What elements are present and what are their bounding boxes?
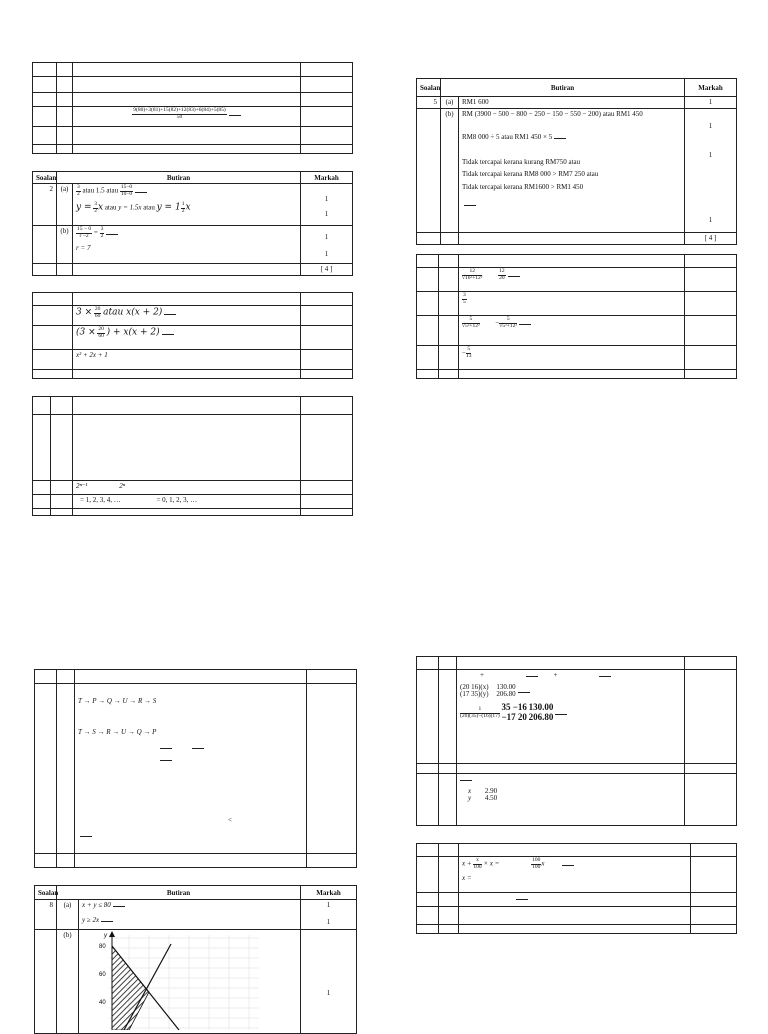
marking-table-8: [34, 885, 357, 1034]
trig-step-1: $\frac{12}{\text{√16²+12²}}$ $\frac{12}{20}$: [459, 268, 685, 292]
header-markah: Markah: [685, 79, 737, 97]
marking-table-2: [32, 171, 353, 276]
mark: 1: [685, 97, 737, 109]
header-soalan: Soalan: [33, 172, 57, 184]
tick-label: 60: [99, 972, 106, 978]
tick-label: 80: [99, 944, 106, 950]
y-axis-arrow: [109, 931, 115, 937]
tick-label: 40: [99, 1000, 106, 1006]
part-label: (b): [57, 226, 73, 264]
header-butiran: Butiran: [57, 172, 301, 184]
trig-step-2: $\frac{3}{5}$: [459, 292, 685, 316]
marking-table-9: [416, 656, 737, 826]
route-working: T → P → Q → U → R → S T → S → R → U → Q → P <: [75, 684, 307, 854]
marking-table-10: [416, 843, 737, 934]
trig-step-3: $\frac{5}{\text{√5²+12²}}$ − $\frac{5}{\text{√5²+12²}}$: [459, 316, 685, 346]
mark: 1: [324, 249, 329, 258]
answer-2b: $\frac{15 - 0}{r -2}$ = $\frac{3}{2}$ r = 7: [73, 226, 301, 264]
rhs-vector-2: 130.00 206.80: [528, 702, 554, 723]
solution-vector: 2.90 4.50: [484, 786, 498, 803]
percentage-working: x + $\frac{x}{100}$ × x = $\frac{100}{100}$ x x =: [459, 857, 691, 893]
mark: 1: [324, 209, 329, 218]
unknown-vector: x y: [468, 786, 472, 803]
marking-table-7: [34, 669, 357, 868]
marking-table-1: [32, 62, 353, 154]
mark: 1: [324, 195, 329, 203]
part-label: (a): [57, 900, 79, 930]
question-number: 5: [417, 97, 441, 109]
rhs-vector: 130.00 206.80: [496, 682, 516, 699]
matrix-working: + + (20 16)(x) (17 35)(y) 130.00 206.80 $\frac{1}{(20)(35)-(16)(17)}$ 35 −16 −17 20 130.00 206.80: [457, 670, 685, 764]
question-number: 2: [33, 184, 57, 226]
answer-8a: x + y ≤ 80 y ≥ 2x: [79, 900, 301, 930]
header-soalan: Soalan: [35, 886, 57, 900]
step-2: (3 × $\frac{20}{60}$ ) + x(x + 2): [73, 326, 301, 350]
trig-step-4: − $\frac{5}{13}$: [459, 346, 685, 370]
region-graph: [79, 930, 301, 1034]
answer-5a: RM1 600: [459, 97, 685, 109]
part-label: (b): [441, 109, 459, 233]
answer-2a: $\frac{3}{2}$ atau 1.5 atau $\frac{15-0}{10-0}$ y = $\frac{3}{2}$ x atau y = 1.5x atau y = 1 $\frac{1}{2}$ x: [73, 184, 301, 226]
header-soalan: Soalan: [417, 79, 441, 97]
sequence-domains: = 1, 2, 3, 4, … = 0, 1, 2, 3, …: [73, 495, 301, 509]
step-1: 3 × $\frac{20}{60}$ atau x(x + 2): [73, 306, 301, 326]
mark: 1: [326, 917, 331, 926]
y-axis-label: y: [104, 933, 107, 939]
total-marks: [ 4 ]: [685, 233, 737, 245]
mark: 1: [708, 215, 713, 224]
mark: 1: [324, 233, 329, 241]
header-butiran: Butiran: [57, 886, 301, 900]
answer-5b: RM (3900 − 500 − 800 − 250 − 150 − 550 − 200) atau RM1 450 RM8 000 ÷ 5 atau RM1 450 × 5 Tidak tercapai kerana kurang RM750 atau Tidak tercapai kerana RM8 000 > RM7 250 atau Tidak tercapai kerana RM1600 > RM1 450: [459, 109, 685, 233]
mark: 1: [326, 989, 331, 997]
marking-table-3: [32, 292, 353, 379]
mark: 1: [326, 901, 331, 909]
step-3: x² + 2x + 1: [73, 350, 301, 370]
mark: 1: [708, 150, 713, 159]
header-butiran: Butiran: [441, 79, 685, 97]
marking-table-5: [416, 78, 737, 245]
matrix-equation: (20 16)(x) (17 35)(y): [460, 682, 489, 699]
marking-table-4: [32, 396, 353, 516]
header-markah: Markah: [301, 886, 357, 900]
question-number: 8: [35, 900, 57, 930]
part-label: (b): [57, 930, 79, 1034]
mark: 1: [708, 122, 713, 130]
marking-table-6: [416, 254, 737, 379]
total-marks: [ 4 ]: [301, 264, 353, 276]
region-graph-svg: [79, 930, 299, 1030]
part-label: (a): [57, 184, 73, 226]
inverse-matrix: 35 −16 −17 20: [501, 702, 527, 723]
matrix-solution: [457, 774, 685, 826]
part-label: (a): [441, 97, 459, 109]
sequence-terms: 2ⁿ⁻¹ 2ⁿ: [73, 481, 301, 495]
header-markah: Markah: [301, 172, 353, 184]
mean-formula: $\frac{9(80)+3(81)+15(82)+12(83)+6(84)+5(85)}{50}$: [73, 107, 301, 127]
